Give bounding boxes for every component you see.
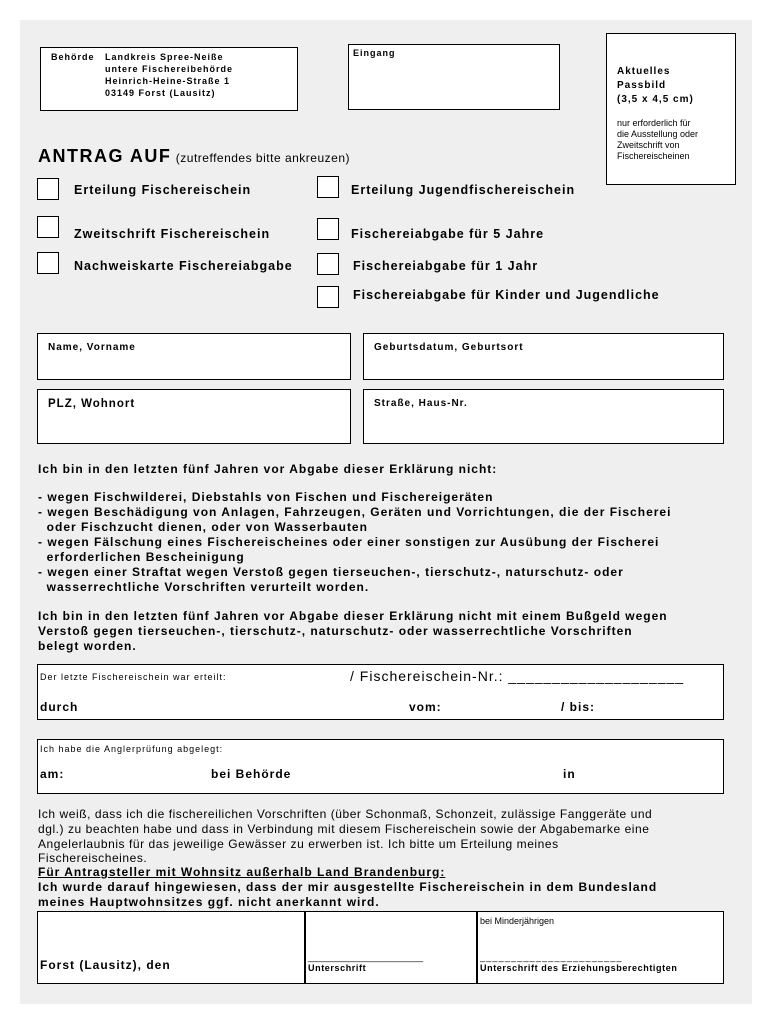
declaration-item: - wegen Fischwilderei, Diebstahls von Fischen und Fischereigeräten xyxy=(38,490,494,504)
option-label: Nachweiskarte Fischereiabgabe xyxy=(74,259,293,273)
declaration-intro: Ich bin in den letzten fünf Jahren vor Abgabe dieser Erklärung nicht: xyxy=(38,462,498,476)
name-field-label: Name, Vorname xyxy=(48,342,136,353)
form-page xyxy=(20,20,752,1004)
declaration-item: - wegen einer Straftat wegen Verstoß gegen tierseuchen-, tierschutz-, naturschutz- oder xyxy=(38,565,624,579)
final-para: dgl.) zu beachten habe und dass in Verbindung mit diesem Fischereischein sowie der Abgabemarke eine xyxy=(38,822,650,836)
license-number-field[interactable]: / Fischereischein-Nr.: ____________________ xyxy=(350,668,685,684)
last-license-label: Der letzte Fischereischein war erteilt: xyxy=(40,672,227,682)
guardian-label: Unterschrift des Erziehungsberechtigten xyxy=(480,963,678,973)
option-label: Erteilung Jugendfischereischein xyxy=(351,183,576,197)
checkbox-nachweiskarte-fischereiabgabe[interactable] xyxy=(37,252,59,274)
option-label: Erteilung Fischereischein xyxy=(74,183,252,197)
authority-line: Heinrich-Heine-Straße 1 xyxy=(105,76,231,86)
checkbox-erteilung-jugendfischereischein[interactable] xyxy=(317,176,339,198)
declaration-para: Ich bin in den letzten fünf Jahren vor Abgabe dieser Erklärung nicht mit einem Bußgeld wegen xyxy=(38,609,668,623)
signature-line: _______________________ xyxy=(308,952,424,962)
plz-field[interactable] xyxy=(37,389,351,444)
option-label: Zweitschrift Fischereischein xyxy=(74,227,271,241)
exam-label: Ich habe die Anglerprüfung abgelegt: xyxy=(40,744,224,754)
declaration-item: erforderlichen Bescheinigung xyxy=(38,550,245,564)
photo-note: die Ausstellung oder xyxy=(617,129,699,139)
authority-label: Behörde xyxy=(51,52,95,62)
birth-field-label: Geburtsdatum, Geburtsort xyxy=(374,342,524,353)
checkbox-fischereiabgabe-kinder-jugendliche[interactable] xyxy=(317,286,339,308)
plz-field-label: PLZ, Wohnort xyxy=(48,398,136,410)
checkbox-fischereiabgabe-1-jahr[interactable] xyxy=(317,253,339,275)
place-date-box[interactable] xyxy=(37,911,305,984)
authority-line: untere Fischereibehörde xyxy=(105,64,234,74)
option-label: Fischereiabgabe für 1 Jahr xyxy=(353,259,539,273)
photo-size: (3,5 x 4,5 cm) xyxy=(617,94,694,105)
photo-note: nur erforderlich für xyxy=(617,118,691,128)
declaration-para: belegt worden. xyxy=(38,639,137,653)
option-label: Fischereiabgabe für Kinder und Jugendliche xyxy=(353,288,660,302)
exam-box xyxy=(37,739,724,794)
signature-box[interactable] xyxy=(305,911,477,984)
checkbox-erteilung-fischereischein[interactable] xyxy=(37,178,59,200)
outside-text: Ich wurde darauf hingewiesen, dass der mir ausgestellte Fischereischein in dem Bundesland xyxy=(38,880,658,894)
photo-note: Fischereischeinen xyxy=(617,151,690,161)
eingang-box xyxy=(348,44,560,110)
street-field-label: Straße, Haus-Nr. xyxy=(374,398,468,409)
declaration-item: oder Fischzucht dienen, oder von Wasserbauten xyxy=(38,520,368,534)
option-label: Fischereiabgabe für 5 Jahre xyxy=(351,227,545,241)
vom-label: vom: xyxy=(409,700,442,714)
last-license-box xyxy=(37,664,724,720)
authority-line: 03149 Forst (Lausitz) xyxy=(105,88,216,98)
exam-am-label: am: xyxy=(40,767,65,781)
exam-in-label: in xyxy=(563,767,576,781)
final-para: Ich weiß, dass ich die fischereilichen Vorschriften (über Schonmaß, Schonzeit, zulässige Fanggeräte und xyxy=(38,807,653,821)
final-para: Angelerlaubnis für das jeweilige Gewässer zu erwerben ist. Ich bitte um Erteilung meines xyxy=(38,837,559,851)
place-date-label: Forst (Lausitz), den xyxy=(40,958,171,972)
bis-label: / bis: xyxy=(561,700,596,714)
checkbox-fischereiabgabe-5-jahre[interactable] xyxy=(317,218,339,240)
authority-line: Landkreis Spree-Neiße xyxy=(105,52,224,62)
form-heading xyxy=(38,146,350,167)
photo-note: Zweitschrift von xyxy=(617,140,680,150)
photo-box xyxy=(606,33,736,185)
declaration-item: - wegen Beschädigung von Anlagen, Fahrzeugen, Geräten und Vorrichtungen, die der Fischerei xyxy=(38,505,672,519)
guardian-line: _______________________ xyxy=(480,952,623,962)
checkbox-zweitschrift-fischereischein[interactable] xyxy=(37,216,59,238)
authority-box xyxy=(40,47,298,111)
eingang-label: Eingang xyxy=(353,48,396,58)
exam-behoerde-label: bei Behörde xyxy=(211,767,292,781)
street-field[interactable] xyxy=(363,389,724,444)
declaration-item: wasserrechtliche Vorschriften verurteilt worden. xyxy=(38,580,370,594)
birth-field[interactable] xyxy=(363,333,724,380)
declaration-item: - wegen Fälschung eines Fischereischeines oder einer sonstigen zur Ausübung der Fischerei xyxy=(38,535,660,549)
outside-text: meines Hauptwohnsitzes ggf. nicht anerkannt wird. xyxy=(38,895,380,909)
declaration-para: Verstoß gegen tierseuchen-, tierschutz-, naturschutz- oder wasserrechtliche Vorschriften xyxy=(38,624,633,638)
form-title: ANTRAG AUF xyxy=(38,146,172,166)
photo-title: Aktuelles xyxy=(617,66,671,77)
outside-heading: Für Antragsteller mit Wohnsitz außerhalb Land Brandenburg: xyxy=(38,865,446,879)
photo-title: Passbild xyxy=(617,80,667,91)
form-hint: (zutreffendes bitte ankreuzen) xyxy=(175,151,350,165)
guardian-signature-box[interactable] xyxy=(477,911,724,984)
durch-label: durch xyxy=(40,700,79,714)
name-field[interactable] xyxy=(37,333,351,380)
signature-label: Unterschrift xyxy=(308,963,367,973)
final-para: Fischereischeines. xyxy=(38,851,148,865)
minor-label: bei Minderjährigen xyxy=(480,916,555,926)
